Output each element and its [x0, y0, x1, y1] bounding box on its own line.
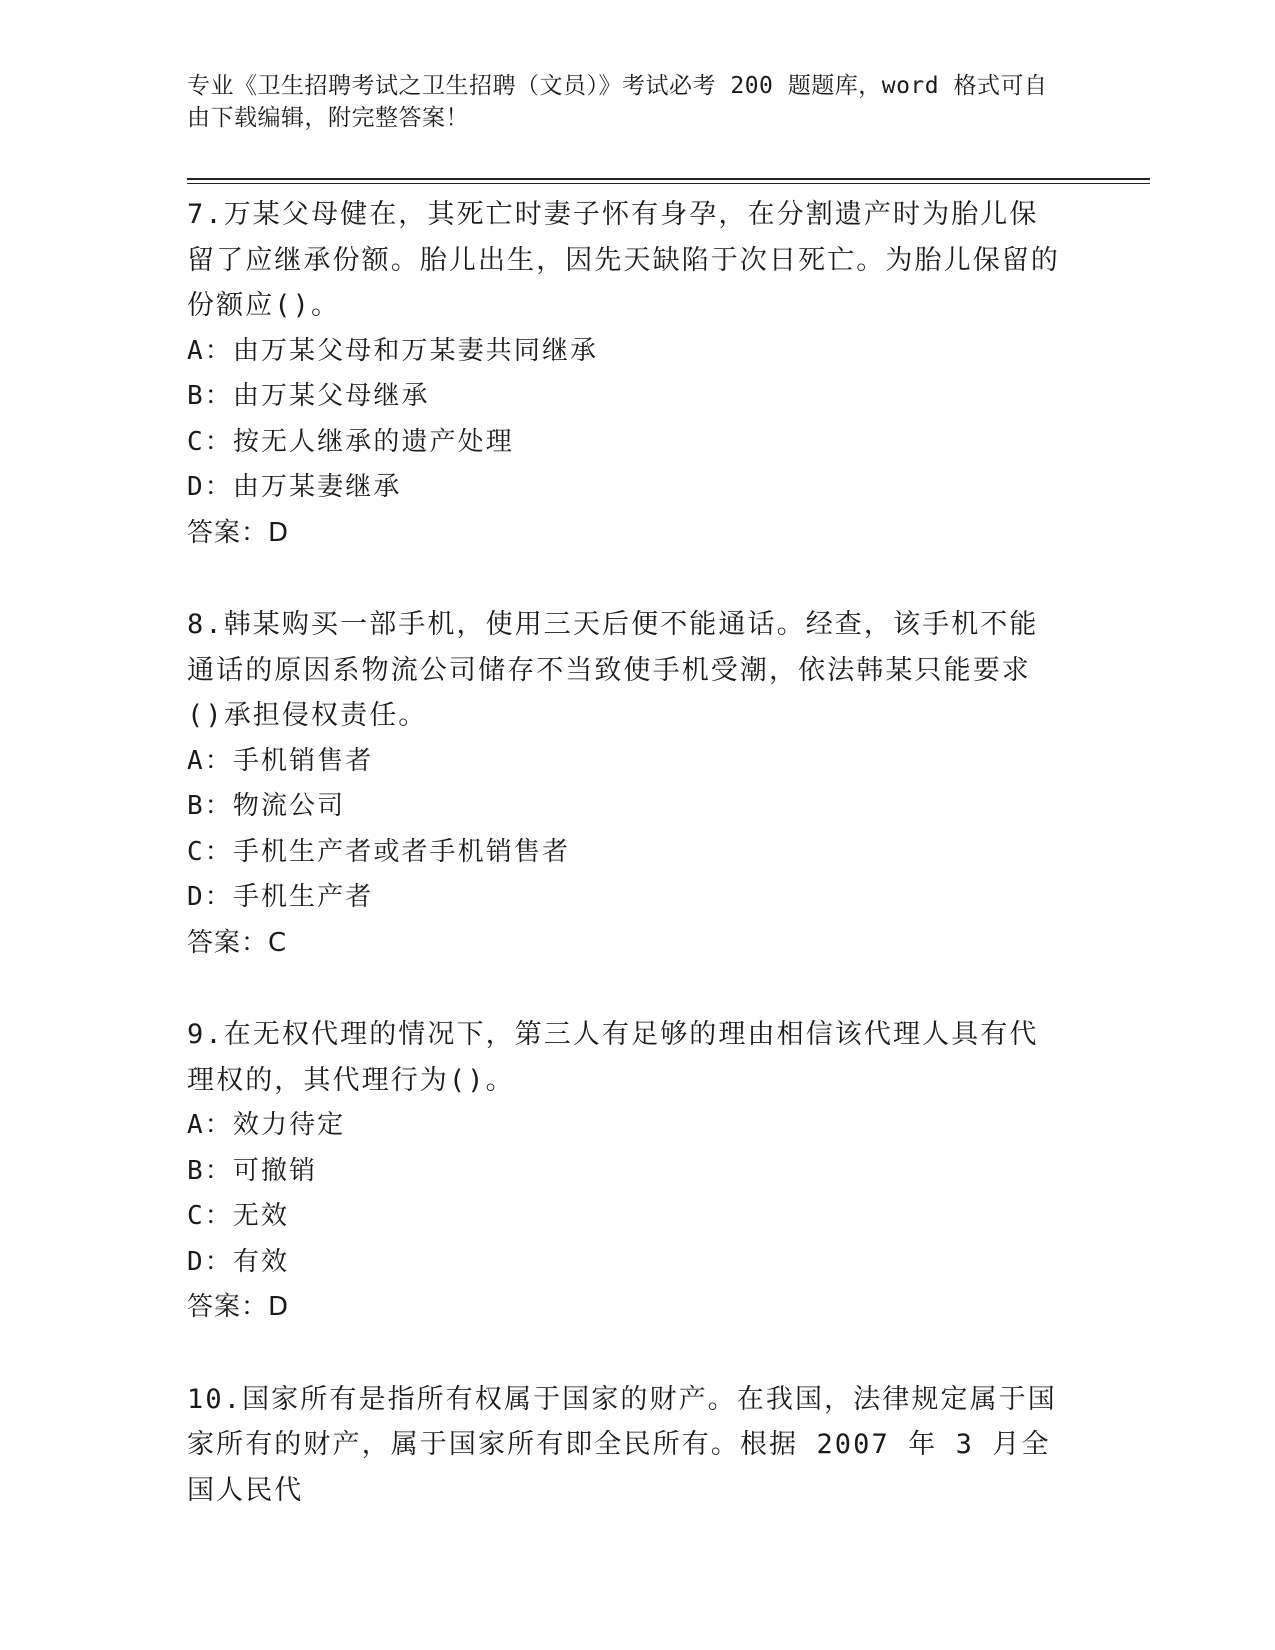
option-d: D：由万某妻继承 — [187, 472, 402, 502]
question-stem: 9.在无权代理的情况下，第三人有足够的理由相信该代理人具有代理权的，其代理行为()。 — [187, 1019, 1039, 1096]
option-b: B：由万某父母继承 — [187, 381, 430, 411]
answer-label: 答案：D — [187, 517, 290, 548]
answer-label: 答案：D — [187, 1292, 290, 1322]
option-a: A：由万某父母和万某妻共同继承 — [187, 335, 599, 366]
header-divider-thick — [187, 178, 1150, 180]
option-c: C：按无人继承的遗产处理 — [187, 426, 514, 457]
answer-label: 答案：C — [187, 927, 288, 958]
question-stem: 10.国家所有是指所有权属于国家的财产。在我国，法律规定属于国家所有的财产，属于国家所有即全民所有。根据 2007 年 3 月全国人民代 — [187, 1383, 1057, 1506]
option-c: C：无效 — [187, 1201, 290, 1231]
option-b: B：物流公司 — [187, 791, 346, 821]
option-a: A：手机销售者 — [187, 745, 374, 776]
question-stem: 7.万某父母健在，其死亡时妻子怀有身孕，在分割遗产时为胎儿保留了应继承份额。胎儿出生，因先天缺陷于次日死亡。为胎儿保留的份额应()。 — [187, 199, 1060, 321]
question-8 — [187, 602, 1067, 966]
option-d: D：手机生产者 — [187, 882, 374, 912]
question-stem: 8.韩某购买一部手机，使用三天后便不能通话。经查，该手机不能通话的原因系物流公司储存不当致使手机受潮，依法韩某只能要求()承担侵权责任。 — [187, 609, 1039, 731]
option-d: D：有效 — [187, 1246, 290, 1277]
question-7 — [187, 192, 1067, 556]
header-divider-thin — [187, 183, 1150, 184]
option-a: A：效力待定 — [187, 1110, 346, 1140]
question-10 — [187, 1377, 1067, 1514]
document-header: 专业《卫生招聘考试之卫生招聘（文员）》考试必考 200 题题库，word 格式可自由下载编辑，附完整答案！ — [187, 73, 1048, 131]
question-list — [187, 192, 1067, 1559]
option-c: C：手机生产者或者手机销售者 — [187, 836, 571, 867]
question-9 — [187, 1012, 1067, 1331]
option-b: B：可撤销 — [187, 1155, 318, 1186]
